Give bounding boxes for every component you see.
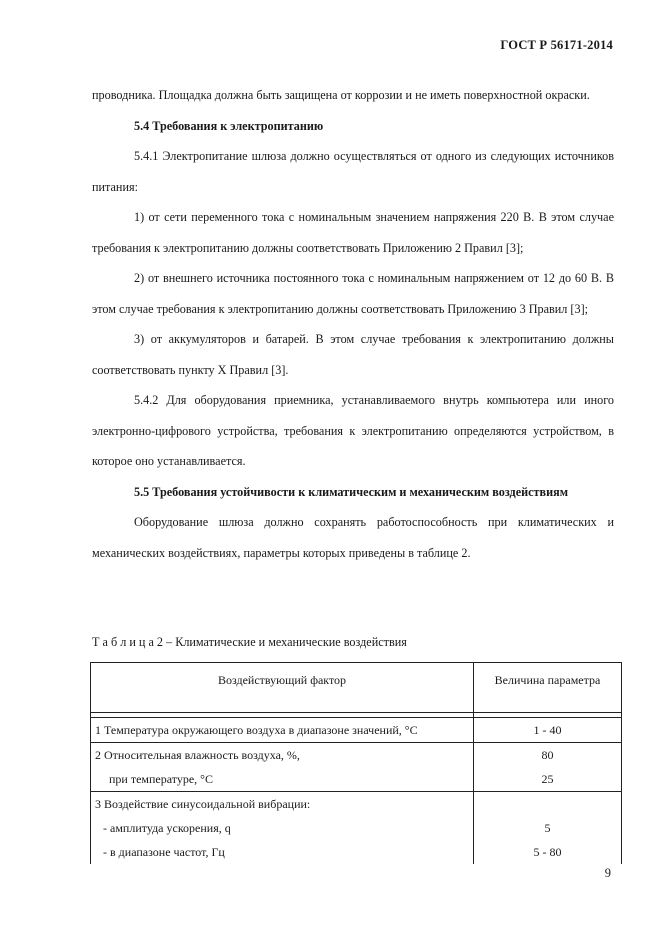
section-heading-5-4: 5.4 Требования к электропитанию: [134, 118, 324, 133]
factor-line: при температуре, °C: [109, 772, 213, 786]
factor-line: 1 Температура окружающего воздуха в диапазоне значений, °C: [95, 723, 418, 737]
factor-line: - в диапазоне частот, Гц: [103, 845, 225, 859]
factor-line: 2 Относительная влажность воздуха, %,: [95, 748, 300, 762]
table-row: [91, 792, 622, 865]
value-line: [474, 792, 621, 816]
list-item-1: 1) от сети переменного тока с номинальным значением напряжения 220 В. В этом случае требования к электропитанию должны соответствовать Приложению 2 Правил [3];: [92, 210, 614, 255]
value-line: 25: [541, 772, 554, 786]
document-id: ГОСТ Р 56171-2014: [500, 38, 613, 52]
column-header-factor: Воздействующий фактор: [91, 663, 474, 713]
paragraph-5-4-1: 5.4.1 Электропитание шлюза должно осуществляться от одного из следующих источников питания:: [92, 149, 614, 194]
table-row: [91, 743, 622, 792]
page-number: 9: [604, 866, 611, 880]
factor-line: - амплитуда ускорения, q: [103, 821, 231, 835]
column-header-value: Величина параметра: [474, 663, 622, 713]
value-line: 5 - 80: [533, 845, 562, 859]
section-heading-5-5: 5.5 Требования устойчивости к климатическим и механическим воздействиям: [134, 484, 569, 499]
body-text: [92, 80, 614, 568]
list-item-3: 3) от аккумуляторов и батарей. В этом случае требования к электропитанию должны соответствовать пункту X Правил [3].: [92, 332, 614, 377]
table-header-row: [91, 663, 622, 713]
paragraph-5-4-2: 5.4.2 Для оборудования приемника, устанавливаемого внутрь компьютера или иного электронно-цифрового устройства, требования к электропитанию определяются устройством, в которое оно устанавливается.: [92, 393, 614, 468]
factor-line: 3 Воздействие синусоидальной вибрации:: [95, 797, 311, 811]
list-item-2: 2) от внешнего источника постоянного тока с номинальным напряжением от 12 до 60 В. В этом случае требования к электропитанию должны соответствовать Приложению 3 Правил [3];: [92, 271, 614, 316]
value-line: 1 - 40: [533, 723, 562, 737]
value-line: 80: [541, 748, 554, 762]
value-line: 5: [544, 821, 551, 835]
impacts-table: [90, 662, 622, 864]
table-caption: Т а б л и ц а 2 – Климатические и механические воздействия: [92, 635, 407, 649]
paragraph-continuation: проводника. Площадка должна быть защищена от коррозии и не иметь поверхностной окраски.: [92, 88, 590, 102]
paragraph-5-5: Оборудование шлюза должно сохранять работоспособность при климатических и механических воздействиях, параметры которых приведены в таблице 2.: [92, 515, 614, 560]
table-row: [91, 718, 622, 743]
